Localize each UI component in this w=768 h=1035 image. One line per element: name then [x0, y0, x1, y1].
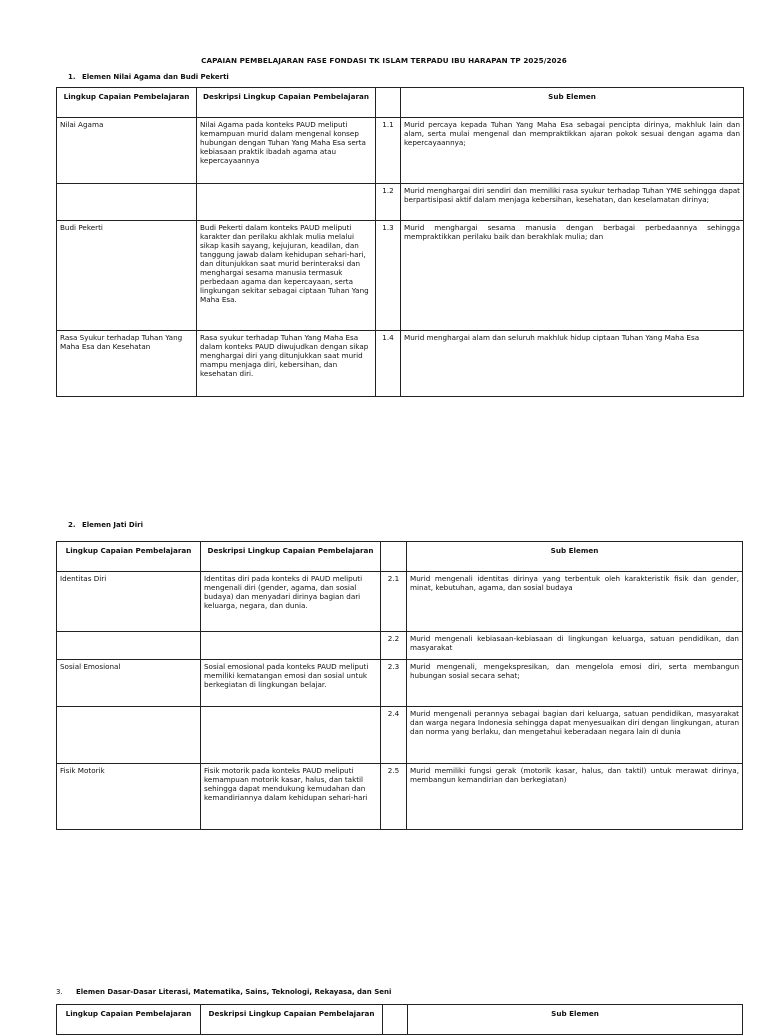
- section-2-title: Elemen Jati Diri: [82, 521, 143, 529]
- cell-code: 1.1: [376, 118, 401, 184]
- cell-lingkup: Nilai Agama: [57, 118, 197, 184]
- table-row: [57, 660, 743, 707]
- document-title: CAPAIAN PEMBELAJARAN FASE FONDASI TK ISLAM TERPADU IBU HARAPAN TP 2025/2026: [201, 56, 567, 65]
- cell-code: 2.1: [381, 572, 407, 632]
- cell-deskripsi: [201, 707, 381, 764]
- section-1-number: 1.: [68, 73, 76, 81]
- section-1-heading: [68, 73, 229, 81]
- table-row: [57, 764, 743, 830]
- section-3-number: 3.: [56, 988, 63, 996]
- cell-lingkup: [57, 184, 197, 221]
- cell-lingkup: Identitas Diri: [57, 572, 201, 632]
- cell-deskripsi: Sosial emosional pada konteks PAUD meliputi memiliki kematangan emosi dan sosial untuk berkegiatan di lingkungan belajar.: [201, 660, 381, 707]
- cell-lingkup: Sosial Emosional: [57, 660, 201, 707]
- cell-code: 1.4: [376, 331, 401, 397]
- table-row: [57, 221, 744, 331]
- cell-deskripsi: Identitas diri pada konteks di PAUD meliputi mengenali diri (gender, agama, dan sosial budaya) dan menyadari dirinya bagian dari keluarga, negara, dan dunia.: [201, 572, 381, 632]
- header-code: [376, 88, 401, 118]
- cell-code: 1.3: [376, 221, 401, 331]
- cell-sub-elemen: Murid menghargai alam dan seluruh makhluk hidup ciptaan Tuhan Yang Maha Esa: [401, 331, 744, 397]
- header-sub-elemen: Sub Elemen: [408, 1005, 743, 1035]
- cell-sub-elemen: Murid mengenali kebiasaan-kebiasaan di lingkungan keluarga, satuan pendidikan, dan masyarakat: [407, 632, 743, 660]
- header-lingkup: Lingkup Capaian Pembelajaran: [57, 542, 201, 572]
- cell-lingkup: Fisik Motorik: [57, 764, 201, 830]
- section-3-title: Elemen Dasar-Dasar Literasi, Matematika, Sains, Teknologi, Rekayasa, dan Seni: [76, 988, 392, 996]
- cell-sub-elemen: Murid mengenali, mengekspresikan, dan mengelola emosi diri, serta membangun hubungan sosial secara sehat;: [407, 660, 743, 707]
- cell-code: 2.3: [381, 660, 407, 707]
- section-2-table: [56, 541, 743, 830]
- table-header-row: [57, 1005, 743, 1035]
- cell-sub-elemen: Murid mengenali perannya sebagai bagian dari keluarga, satuan pendidikan, masyarakat dan warga negara Indonesia sehingga dapat menyesuaikan diri dengan lingkungan, aturan dan norma yang berlaku, dan mengetahui keberadaan negara lain di dunia: [407, 707, 743, 764]
- header-sub-elemen: Sub Elemen: [407, 542, 743, 572]
- cell-lingkup: [57, 632, 201, 660]
- table-row: [57, 118, 744, 184]
- header-lingkup: Lingkup Capaian Pembelajaran: [57, 1005, 201, 1035]
- table-header-row: [57, 88, 744, 118]
- cell-code: 1.2: [376, 184, 401, 221]
- section-3-heading: [56, 988, 391, 996]
- table-header-row: [57, 542, 743, 572]
- table-row: [57, 331, 744, 397]
- header-deskripsi: Deskripsi Lingkup Capaian Pembelajaran: [201, 1005, 383, 1035]
- header-code: [383, 1005, 408, 1035]
- header-sub-elemen: Sub Elemen: [401, 88, 744, 118]
- cell-lingkup: Rasa Syukur terhadap Tuhan Yang Maha Esa dan Kesehatan: [57, 331, 197, 397]
- cell-code: 2.5: [381, 764, 407, 830]
- cell-sub-elemen: Murid mengenali identitas dirinya yang terbentuk oleh karakteristik fisik dan gender, minat, kebutuhan, agama, dan sosial budaya: [407, 572, 743, 632]
- cell-code: 2.4: [381, 707, 407, 764]
- cell-sub-elemen: Murid menghargai diri sendiri dan memiliki rasa syukur terhadap Tuhan YME sehingga dapat berpartisipasi aktif dalam menjaga kebersihan, kesehatan, dan keselamatan dirinya;: [401, 184, 744, 221]
- header-deskripsi: Deskripsi Lingkup Capaian Pembelajaran: [201, 542, 381, 572]
- cell-deskripsi: [201, 632, 381, 660]
- cell-lingkup: [57, 707, 201, 764]
- header-deskripsi: Deskripsi Lingkup Capaian Pembelajaran: [197, 88, 376, 118]
- section-1-title: Elemen Nilai Agama dan Budi Pekerti: [82, 73, 229, 81]
- table-row: [57, 572, 743, 632]
- section-1-table: [56, 87, 744, 397]
- section-2-number: 2.: [68, 521, 76, 529]
- cell-sub-elemen: Murid menghargai sesama manusia dengan berbagai perbedaannya sehingga mempraktikkan perilaku baik dan berakhlak mulia; dan: [401, 221, 744, 331]
- cell-deskripsi: Fisik motorik pada konteks PAUD meliputi kemampuan motorik kasar, halus, dan taktil sehingga dapat mendukung kemudahan dan kemandiriannya dalam kehidupan sehari-hari: [201, 764, 381, 830]
- cell-deskripsi: Rasa syukur terhadap Tuhan Yang Maha Esa dalam konteks PAUD diwujudkan dengan sikap menghargai diri yang ditunjukkan saat murid mampu menjaga diri, kebersihan, dan kesehatan diri.: [197, 331, 376, 397]
- cell-lingkup: Budi Pekerti: [57, 221, 197, 331]
- cell-deskripsi: Nilai Agama pada konteks PAUD meliputi kemampuan murid dalam mengenal konsep hubungan dengan Tuhan Yang Maha Esa serta kebiasaan praktik ibadah agama atau kepercayaannya: [197, 118, 376, 184]
- cell-code: 2.2: [381, 632, 407, 660]
- cell-sub-elemen: Murid memiliki fungsi gerak (motorik kasar, halus, dan taktil) untuk merawat dirinya, membangun kemandirian dan berkegiatan): [407, 764, 743, 830]
- header-lingkup: Lingkup Capaian Pembelajaran: [57, 88, 197, 118]
- cell-sub-elemen: Murid percaya kepada Tuhan Yang Maha Esa sebagai pencipta dirinya, makhluk lain dan alam, serta mulai mengenal dan mempraktikkan ajaran pokok sesuai dengan agama dan kepercayaannya;: [401, 118, 744, 184]
- cell-deskripsi: [197, 184, 376, 221]
- table-row: [57, 184, 744, 221]
- table-row: [57, 632, 743, 660]
- header-code: [381, 542, 407, 572]
- section-2-heading: [68, 521, 143, 529]
- section-3-table: [56, 1004, 743, 1035]
- cell-deskripsi: Budi Pekerti dalam konteks PAUD meliputi karakter dan perilaku akhlak mulia melalui sikap kasih sayang, kejujuran, keadilan, dan tanggung jawab dalam kehidupan sehari-hari, dan ditunjukkan saat murid berinteraksi dan menghargai sesama manusia termasuk perbedaan agama dan kepercayaan, serta lingkungan sekitar sebagai ciptaan Tuhan Yang Maha Esa.: [197, 221, 376, 331]
- table-row: [57, 707, 743, 764]
